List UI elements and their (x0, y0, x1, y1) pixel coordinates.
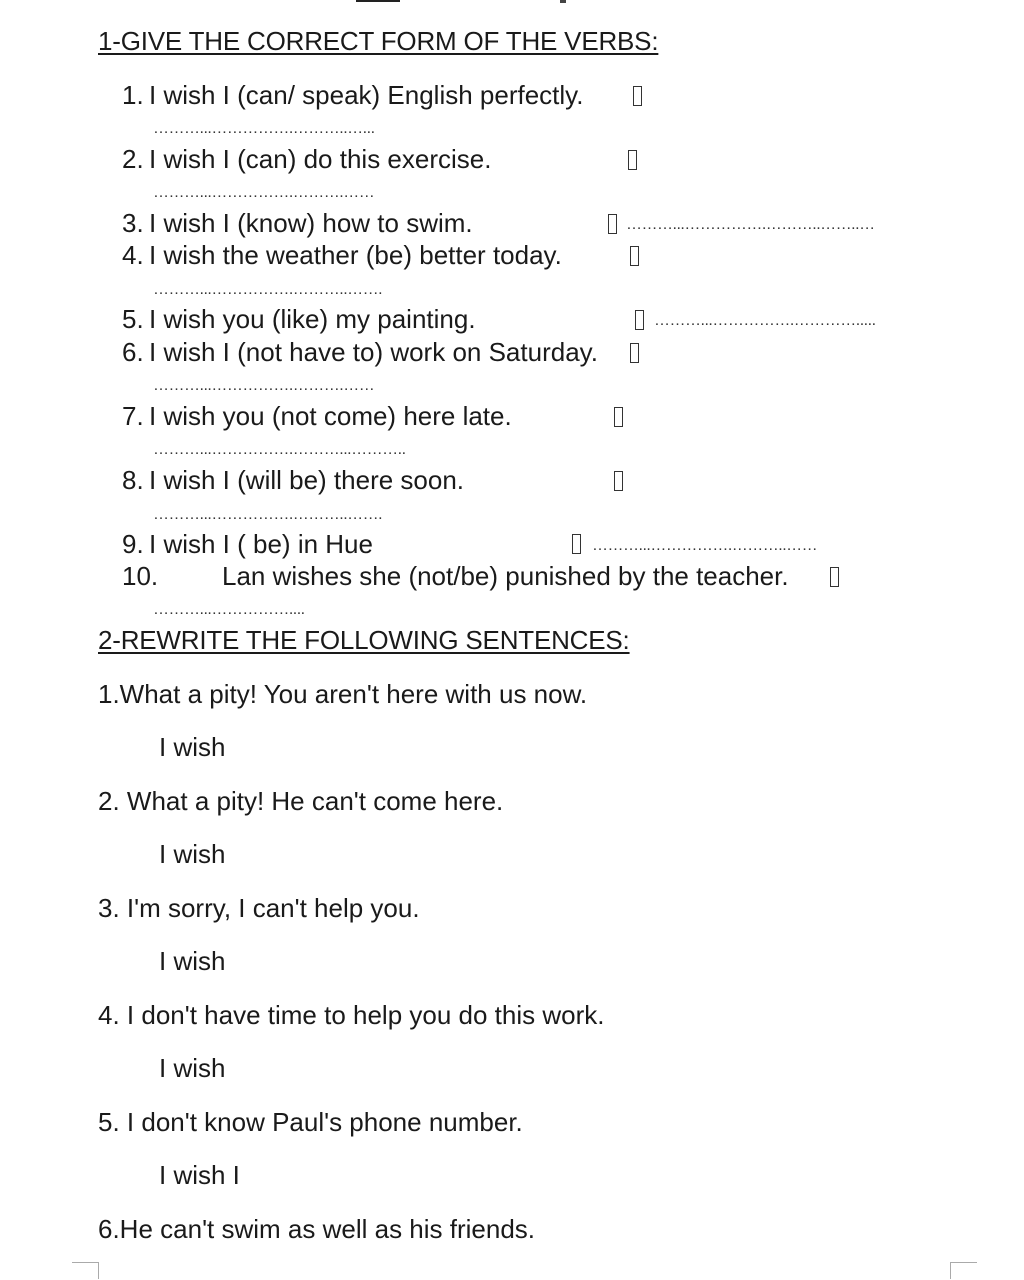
s1-item3-num: 3. (122, 208, 144, 238)
s1-item9-num: 9. (122, 529, 144, 559)
answer-box-icon (635, 310, 644, 330)
s1-item4-num: 4. (122, 240, 144, 270)
s1-item7-text: I wish you (not come) here late. (149, 401, 512, 431)
page-corner-mark-left (72, 1262, 99, 1279)
section2-heading: 2-REWRITE THE FOLLOWING SENTENCES: (98, 625, 630, 655)
s1-item1-blank[interactable]: ………...…………….………..…... (153, 120, 375, 137)
answer-box-icon (572, 534, 581, 554)
s1-item9-blank[interactable]: ………...…………….………..…… (592, 537, 818, 554)
s1-item3-blank[interactable]: ………...…………….………..……..… (626, 216, 875, 233)
page-corner-mark-right (950, 1262, 977, 1279)
s1-item9-text: I wish I ( be) in Hue (149, 529, 373, 559)
s2-item2-text: 2. What a pity! He can't come here. (98, 786, 504, 816)
answer-box-icon (630, 246, 639, 266)
s1-item5-text: I wish you (like) my painting. (149, 304, 476, 334)
s2-item2-answer[interactable]: I wish (159, 839, 226, 869)
s1-item7-num: 7. (122, 401, 144, 431)
s1-item4-text: I wish the weather (be) better today. (149, 240, 562, 270)
s1-item2-blank[interactable]: ………...…………….……….…… (153, 184, 375, 201)
s1-item6-num: 6. (122, 337, 144, 367)
answer-box-icon (830, 567, 839, 587)
s2-item5-text: 5. I don't know Paul's phone number. (98, 1107, 523, 1137)
s1-item5-num: 5. (122, 304, 144, 334)
answer-box-icon (630, 343, 639, 363)
s1-item3-text: I wish I (know) how to swim. (149, 208, 473, 238)
s1-item6-blank[interactable]: ………...…………….……….…… (153, 377, 375, 394)
s1-item8-num: 8. (122, 465, 144, 495)
s1-item1-text: I wish I (can/ speak) English perfectly. (149, 80, 584, 110)
answer-box-icon (614, 407, 623, 427)
s1-item10-text: Lan wishes she (not/be) punished by the teacher. (222, 561, 789, 591)
s2-item1-text: 1.What a pity! You aren't here with us now. (98, 679, 588, 709)
answer-box-icon (633, 86, 642, 106)
answer-box-icon (628, 150, 637, 170)
s1-item4-blank[interactable]: ………...…………….………..……. (153, 281, 383, 298)
s2-item4-answer[interactable]: I wish (159, 1053, 226, 1083)
s1-item10-num: 10. (122, 561, 159, 591)
answer-box-icon (614, 471, 623, 491)
answer-box-icon (608, 214, 617, 234)
s1-item8-blank[interactable]: ………...…………….………..……. (153, 506, 383, 523)
s1-item5-blank[interactable]: ………...…………….…………..... (654, 312, 876, 329)
s2-item4-text: 4. I don't have time to help you do this work. (98, 1000, 605, 1030)
s1-item7-blank[interactable]: ………...…………….………...……….. (153, 441, 406, 458)
s1-item1-num: 1. (122, 80, 144, 110)
s1-item8-text: I wish I (will be) there soon. (149, 465, 465, 495)
s2-item6-text: 6.He can't swim as well as his friends. (98, 1214, 536, 1244)
s2-item3-text: 3. I'm sorry, I can't help you. (98, 893, 420, 923)
s1-item6-text: I wish I (not have to) work on Saturday. (149, 337, 598, 367)
s1-item10-blank[interactable]: ………...…………….... (153, 601, 305, 618)
s2-item3-answer[interactable]: I wish (159, 946, 226, 976)
s1-item2-num: 2. (122, 144, 144, 174)
section1-heading: 1-GIVE THE CORRECT FORM OF THE VERBS: (98, 26, 659, 56)
s2-item1-answer[interactable]: I wish (159, 732, 226, 762)
s2-item5-answer[interactable]: I wish I (159, 1160, 240, 1190)
s1-item2-text: I wish I (can) do this exercise. (149, 144, 492, 174)
top-rule-fragment-2 (560, 0, 566, 3)
top-rule-fragment (356, 0, 400, 2)
